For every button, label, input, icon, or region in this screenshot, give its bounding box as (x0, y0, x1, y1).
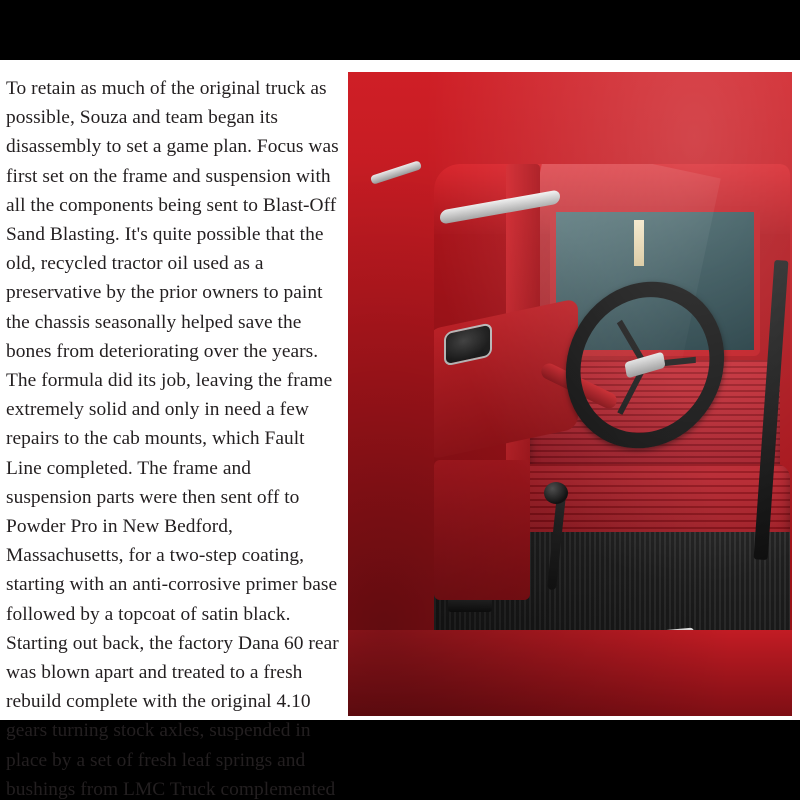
article-column (0, 60, 348, 800)
shifter-knob (544, 482, 568, 504)
cab-interior (434, 164, 790, 684)
article-photo (348, 72, 792, 716)
photo-scene (348, 72, 792, 716)
article-body-text: To retain as much of the original truck as possible, Souza and team began its disassembly to set a game plan. Focus was first set on the frame and suspension with all the components being sent to Blast-Off Sand Blasting. It's quite possible that the old, recycled tractor oil used as a preservative by the prior owners to paint the chassis seasonally helped save the bones from deteriorating over the years. The formula did its job, leaving the frame extremely solid and only in need a few repairs to the cab mounts, which Fault Line completed. The frame and suspension parts were then sent off to Powder Pro in New Bedford, Massachusetts, for a two-step coating, starting with an anti-corrosive primer base followed by a topcoat of satin black. Starting out back, the factory Dana 60 rear was blown apart and treated to a fresh rebuild complete with the original 4.10 gears turning stock axles, suspended in place by a set of fresh leaf springs and bushings from LMC Truck complemented (6, 78, 339, 800)
steering-horn-hub (624, 352, 665, 379)
rocker-panel (348, 630, 792, 716)
door-panel (434, 460, 530, 600)
hanging-tag (634, 220, 644, 266)
gauge-cluster (444, 322, 492, 366)
page-content (0, 60, 800, 800)
